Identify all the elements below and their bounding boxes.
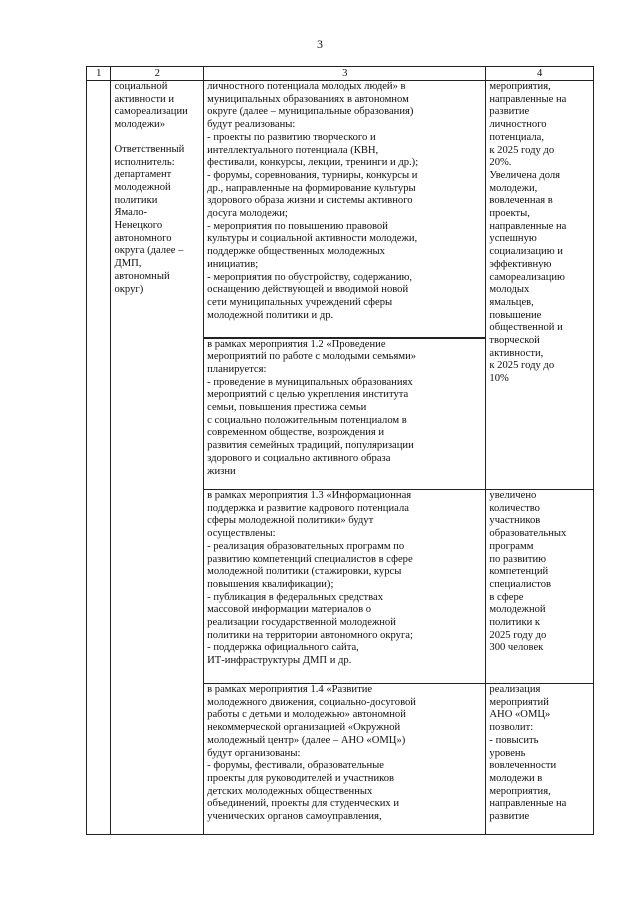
col4-cell: [486, 490, 594, 684]
measure-1-2-text: в рамках мероприятия 1.2 «Проведение мероприятий по работе с молодыми семьями» планируется: - проведение в муниципальных образованиях мероприятий с целью укрепления института семьи, повышения престижа семьи с социально положительным потенциалом в современном обществе, возрождения и развития семейных традиций, популяризации здорового и социально активного образа жизни: [207, 338, 417, 477]
measure-1-1-text: личностного потенциала молодых людей» в муниципальных образованиях в автономном округе (далее – муниципальные образования) будут реализованы: - проекты по развитию творческого и интеллектуального потенциала (КВН, фестивали, конкурсы, лекции, тренинги и др.); - форумы, соревнования, турниры, конкурсы и др., направленные на формирование культуры здорового образа жизни и системы активного досуга молодежи; - мероприятия по повышению правовой культуры и социальной активности молодежи, поддержке общественных молодежных инициатив; - мероприятия по обустройству, содержанию, оснащению действующей и вводимой новой сети муниципальных учреждений сферы молодежной политики и др.: [207, 81, 419, 321]
table-row: [87, 81, 594, 338]
measure-1-3-text: в рамках мероприятия 1.3 «Информационная поддержка и развитие кадрового потенциала сферы молодежной политики» будут осуществлены: - реализация образовательных программ по развитию компетенций специалистов в сфере молодежной политики (стажировки, курсы повышения квалификации); - публикация в федеральных средствах массовой информации материалов о реализации государственной молодежной политики на территории автономного округа; - поддержка официального сайта, ИТ-инфраструктуры ДМП и др.: [207, 490, 413, 667]
table-header-row: [87, 67, 594, 81]
result-text: мероприятия, направленные на развитие личностного потенциала, к 2025 году до 20%. Увеличена доля молодежи, вовлеченная в проекты, направленные на успешную социализацию и эффективную самореализацию молодых ямальцев, повышение общественной и творческой активности, к 2025 году до 10%: [489, 81, 567, 385]
col4-cell: [486, 81, 594, 490]
header-col-3: 3: [204, 67, 486, 81]
col3-cell: [204, 81, 486, 338]
measure-1-4-result: реализация мероприятий АНО «ОМЦ» позволит: - повысить уровень вовлеченности молодежи в мероприятия, направленные на развитие: [489, 684, 567, 823]
program-table: [86, 66, 594, 835]
responsible-executor: Ответственный исполнитель: департамент молодежной политики Ямало- Ненецкого автономного округа (далее – ДМП, автономный округ): [114, 143, 185, 295]
measure-1-4-text: в рамках мероприятия 1.4 «Развитие молодежного движения, социально-досуговой работы с детьми и молодежью» автономной некоммерческой организацией «Окружной молодежный центр» (далее – АНО «ОМЦ») будут организованы: - форумы, фестивали, образовательные проекты для руководителей и участников детских молодежных общественных объединений, проекты для студенческих и ученических органов самоуправления,: [207, 684, 416, 823]
col4-cell: [486, 684, 594, 835]
col3-cell: [204, 490, 486, 684]
header-col-4: 4: [486, 67, 594, 81]
page-number: 3: [317, 37, 323, 51]
col2-cell: [111, 81, 204, 835]
measure-1-3-result: увеличено количество участников образовательных программ по развитию компетенций специалистов в сфере молодежной политики к 2025 году до 300 человек: [489, 490, 567, 654]
header-col-2: 2: [111, 67, 204, 81]
col1-cell: [87, 81, 111, 835]
header-col-1: 1: [87, 67, 111, 81]
col3-cell: [204, 338, 486, 490]
col3-cell: [204, 684, 486, 835]
goal-text: социальной активности и самореализации молодежи»: [114, 81, 188, 131]
